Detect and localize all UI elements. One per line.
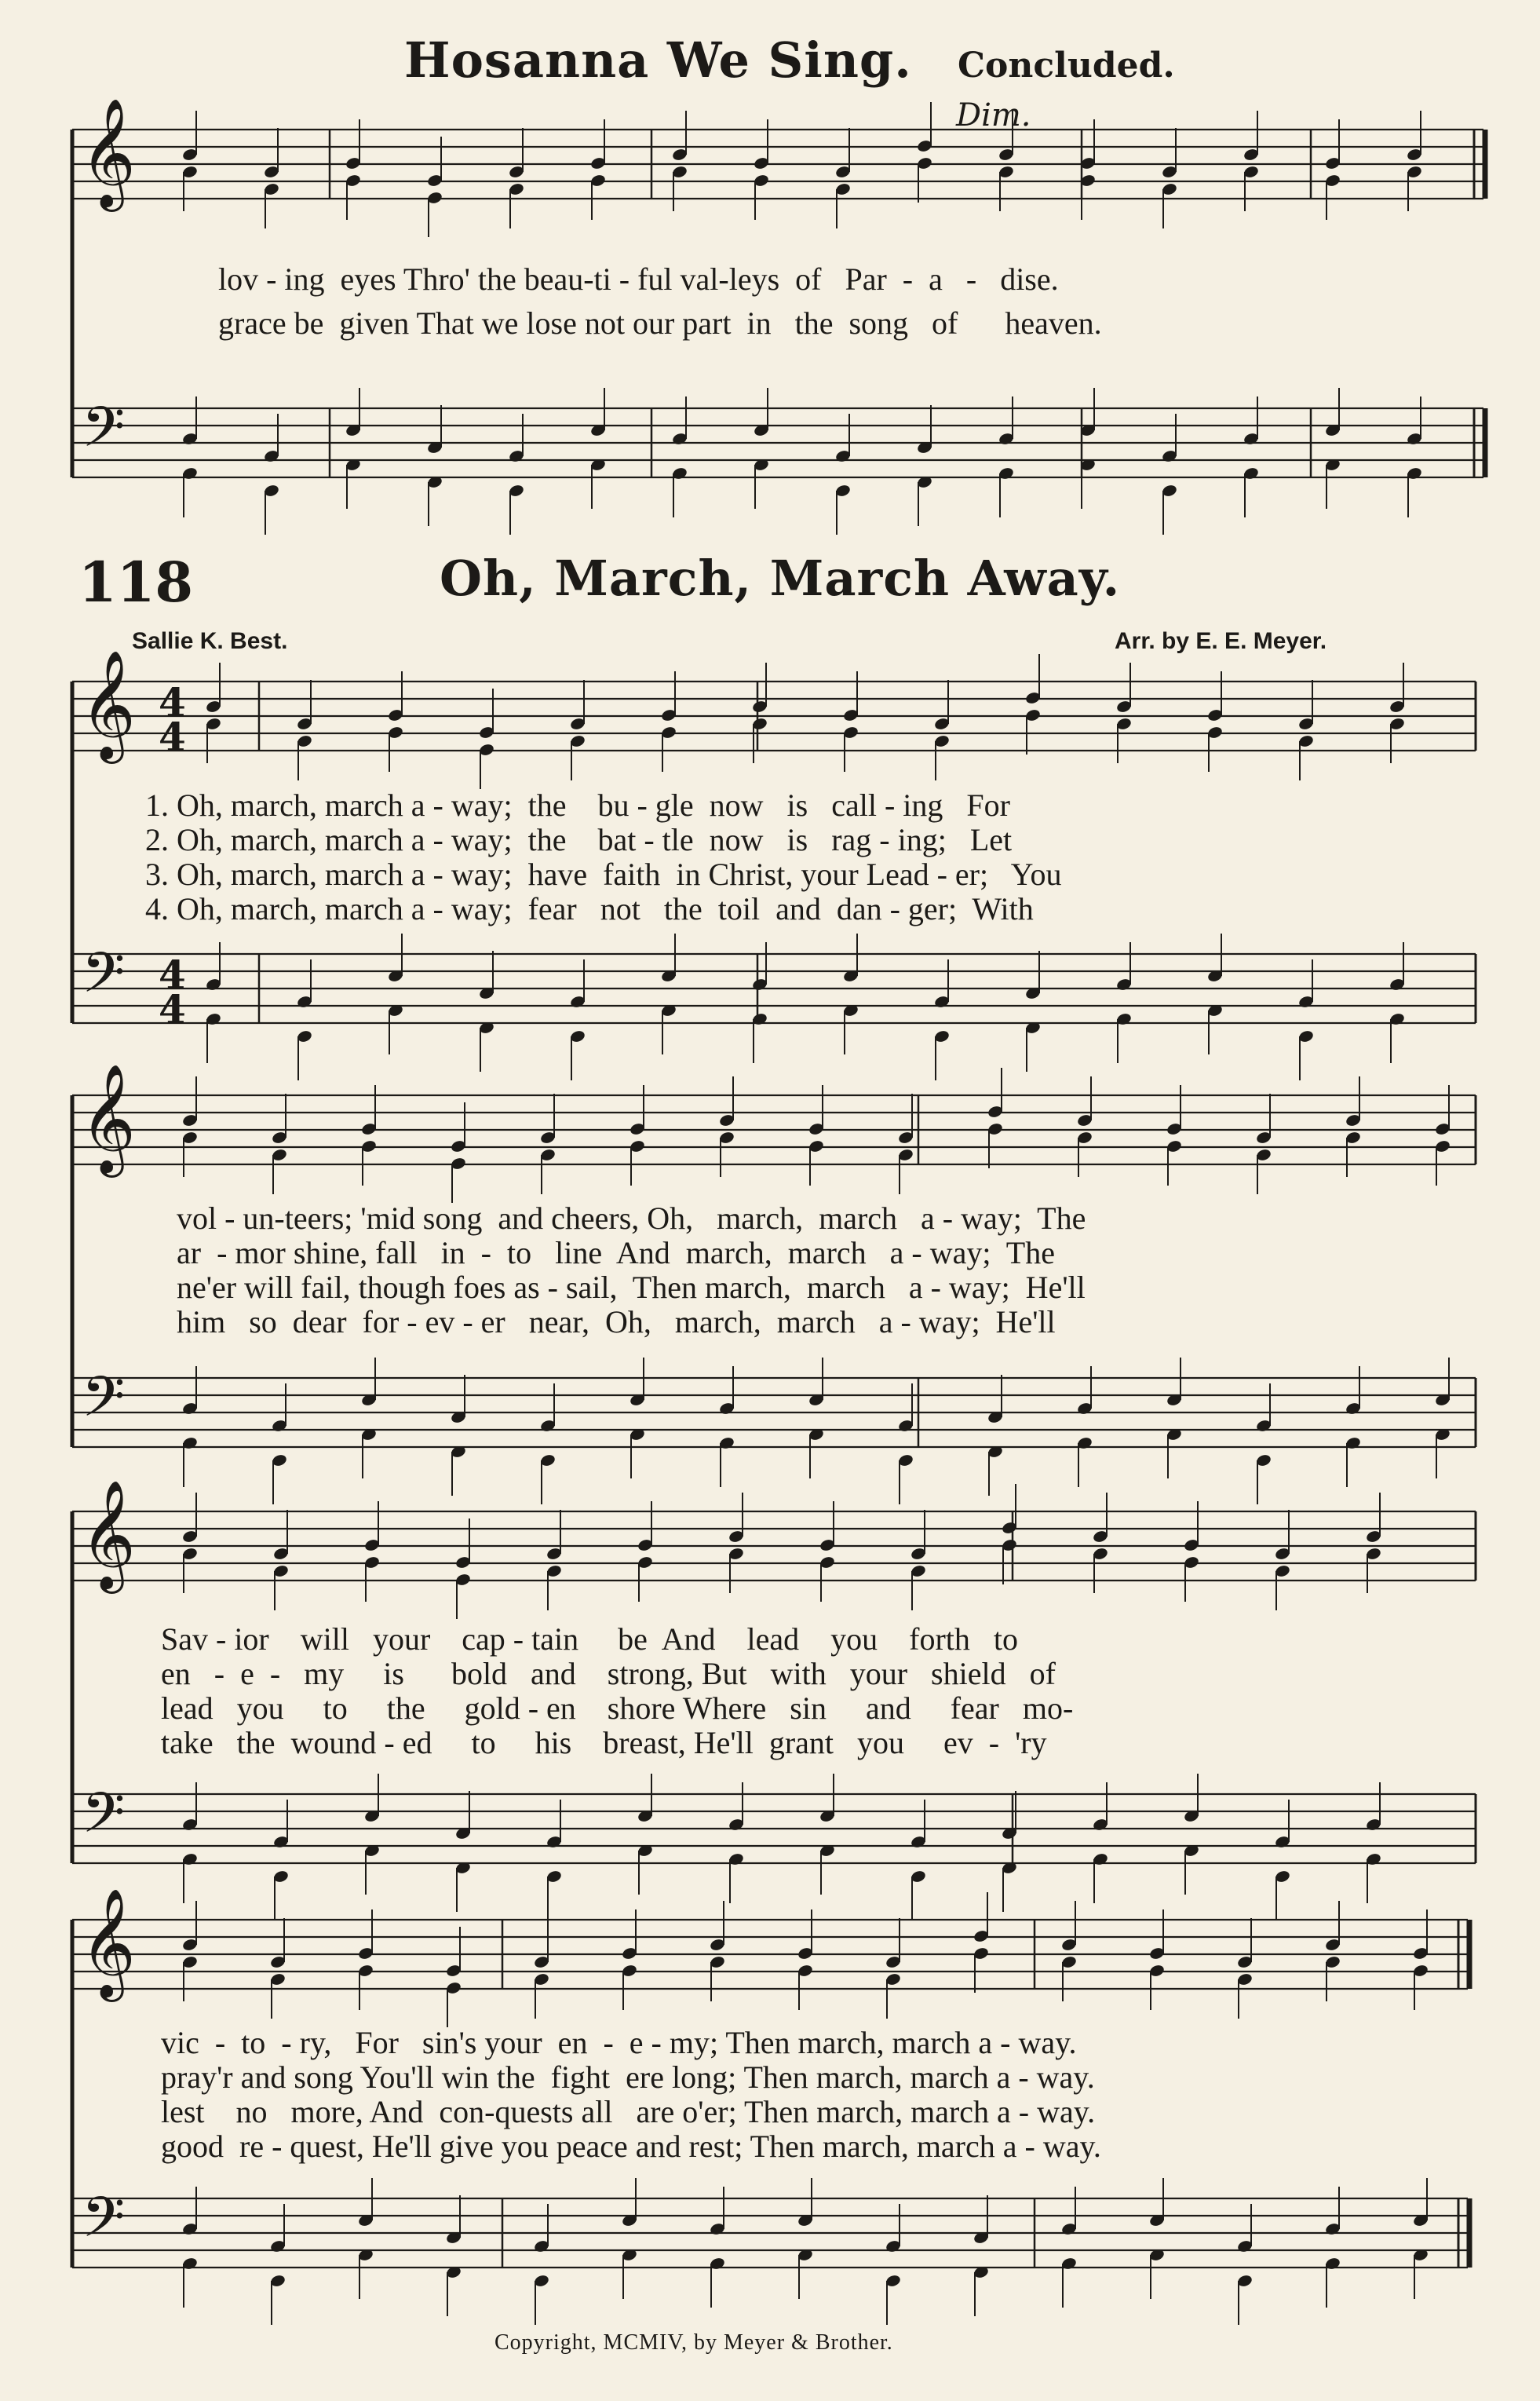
stanza-lyric-s1-v3: 3. Oh, march, march a - way; have faith in Christ, your Lead - er; You <box>145 857 1062 892</box>
author-credit: Sallie K. Best. <box>132 628 288 654</box>
stanza-lyric-s3-v4: take the wound - ed to his breast, He'll grant you ev - 'ry <box>161 1725 1047 1760</box>
top-hymn-suffix: Concluded. <box>958 46 1175 86</box>
treble-clef: 𝄞 <box>80 1888 136 1997</box>
stanza-lyric-s1-v1: 1. Oh, march, march a - way; the bu - gle now is call - ing For <box>145 788 1010 823</box>
arranger-credit: Arr. by E. E. Meyer. <box>1115 628 1327 654</box>
stanza-lyric-s2-v2: ar - mor shine, fall in - to line And march, march a - way; The <box>177 1235 1055 1270</box>
time-signature: 4 <box>159 714 186 760</box>
stanza-lyric-s2-v1: vol - un-teers; 'mid song and cheers, Oh, march, march a - way; The <box>177 1200 1086 1236</box>
stanza-lyric-s4-v3: lest no more, And con-quests all are o'er; Then march, march a - way. <box>161 2094 1096 2129</box>
bass-clef: 𝄢 <box>82 395 126 473</box>
stanza-lyric-s3-v2: en - e - my is bold and strong, But with your shield of <box>161 1656 1056 1691</box>
stanza-lyric-s3-v3: lead you to the gold - en shore Where sin and fear mo- <box>161 1690 1074 1726</box>
top-lyric-line-2: grace be given That we lose not our part in the song of heaven. <box>218 305 1102 341</box>
copyright-notice: Copyright, MCMIV, by Meyer & Brother. <box>494 2330 893 2355</box>
treble-clef: 𝄞 <box>80 1064 136 1173</box>
time-signature: 4 <box>159 679 186 725</box>
stanza-lyric-s4-v2: pray'r and song You'll win the fight ere long; Then march, march a - way. <box>161 2059 1095 2095</box>
time-signature: 4 <box>159 952 186 998</box>
hymn-title: Oh, March, March Away. <box>440 550 1121 607</box>
stanza-lyric-s4-v4: good re - quest, He'll give you peace and rest; Then march, march a - way. <box>161 2129 1101 2164</box>
stanza-lyric-s2-v3: ne'er will fail, though foes as - sail, Then march, march a - way; He'll <box>177 1270 1086 1305</box>
top-lyric-line-1: lov - ing eyes Thro' the beau-ti - ful val-leys of Par - a - dise. <box>218 261 1059 297</box>
treble-clef: 𝄞 <box>80 1480 136 1589</box>
stanza-lyric-s4-v1: vic - to - ry, For sin's your en - e - my; Then march, march a - way. <box>161 2025 1077 2060</box>
treble-clef: 𝄞 <box>80 98 136 207</box>
top-hymn-title: Hosanna We Sing. <box>404 31 912 89</box>
time-signature: 4 <box>159 986 186 1032</box>
bass-clef: 𝄢 <box>82 1781 126 1859</box>
stanza-lyric-s1-v4: 4. Oh, march, march a - way; fear not the toil and dan - ger; With <box>145 891 1034 926</box>
dynamic-marking: Dim. <box>956 97 1031 133</box>
treble-clef: 𝄞 <box>80 650 136 759</box>
bass-clef: 𝄢 <box>82 1365 126 1443</box>
bass-clef: 𝄢 <box>82 2185 126 2264</box>
stanza-lyric-s3-v1: Sav - ior will your cap - tain be And lead you forth to <box>161 1621 1019 1657</box>
bass-clef: 𝄢 <box>82 941 126 1019</box>
stanza-lyric-s2-v4: him so dear for - ev - er near, Oh, march, march a - way; He'll <box>177 1304 1056 1339</box>
stanza-lyric-s1-v2: 2. Oh, march, march a - way; the bat - tle now is rag - ing; Let <box>145 822 1013 857</box>
hymn-number: 118 <box>78 550 194 615</box>
